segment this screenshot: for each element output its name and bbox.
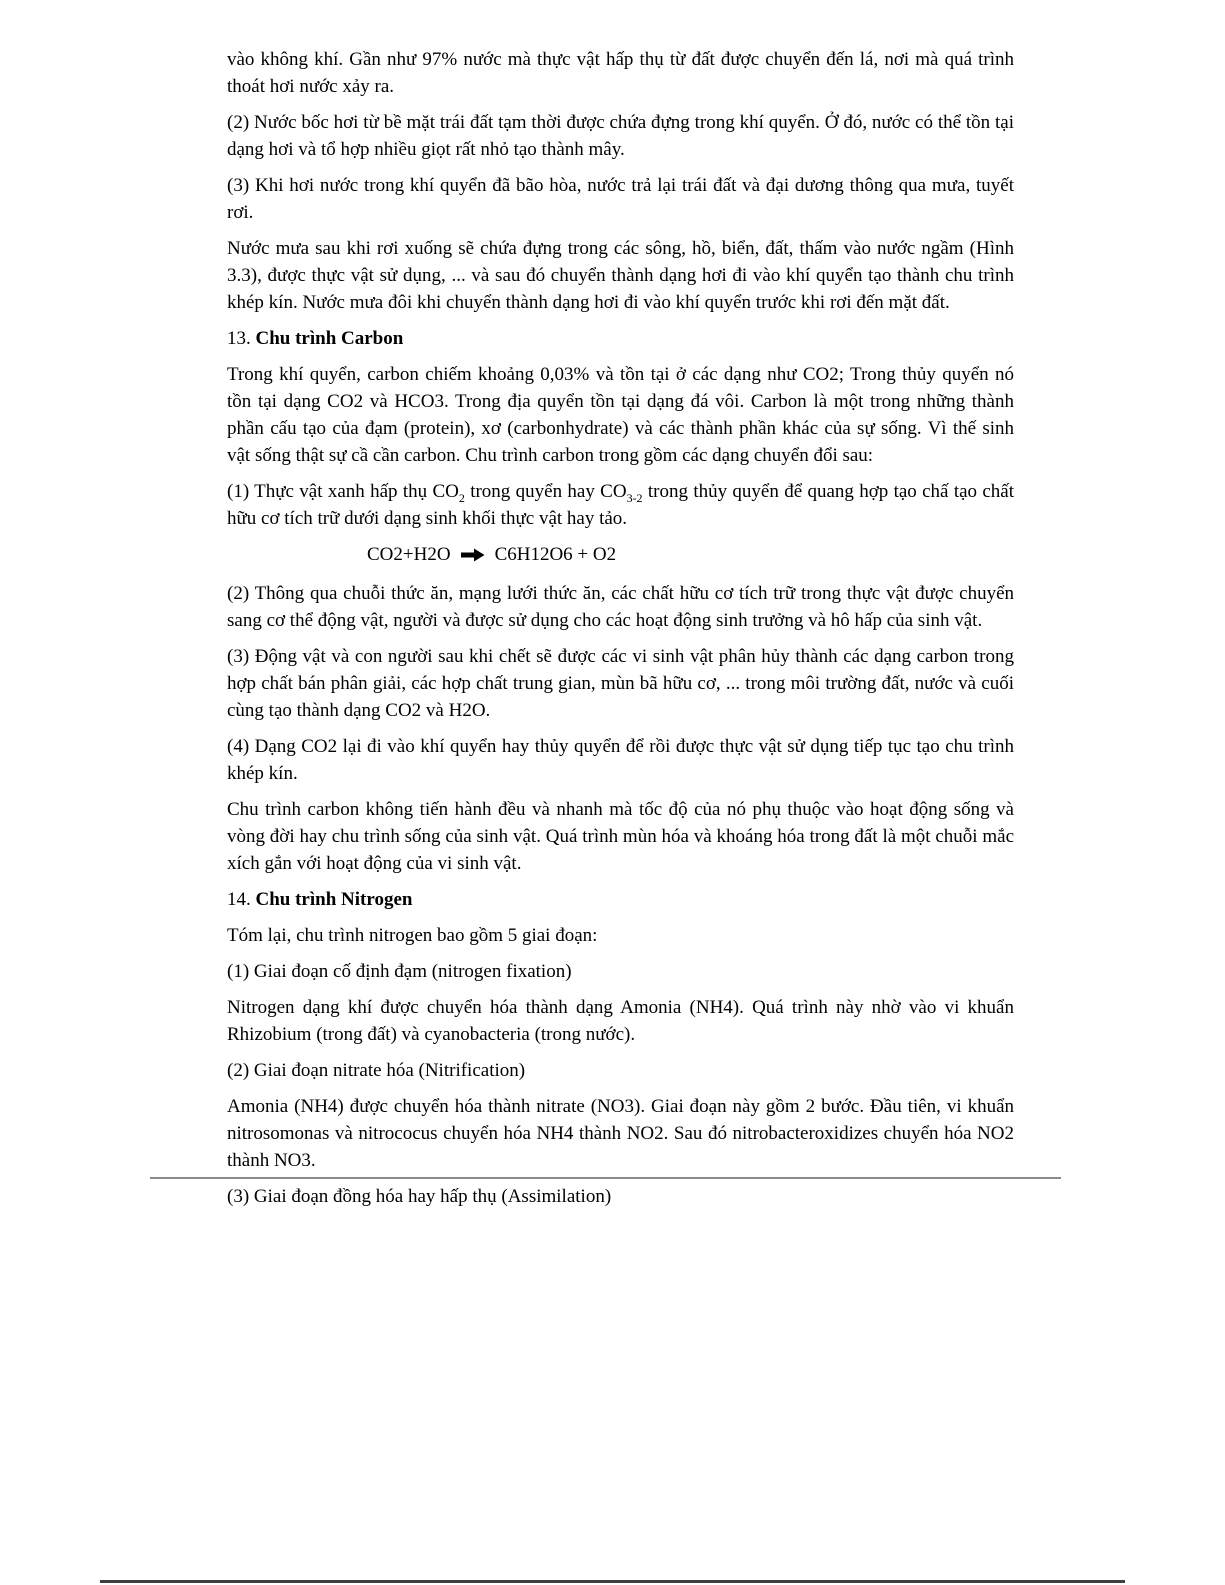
section-title: Chu trình Nitrogen	[255, 889, 413, 910]
paragraph-carbon-intro: Trong khí quyển, carbon chiếm khoảng 0,03% và tồn tại ở các dạng như CO2; Trong thủy quyển nó tồn tại dạng CO2 và HCO3. Trong địa quyển tồn tại dạng đá vôi. Carbon là một trong những thành phần cấu tạo của đạm (protein), xơ (carbonhydrate) và các thành phần khác của sự sống. Vì thế sinh vật sống thật sự cầ cần carbon. Chu trình carbon trong gồm các dạng chuyển đổi sau:	[227, 364, 1014, 466]
equation-right: C6H12O6 + O2	[494, 544, 617, 565]
subscript: 3-2	[626, 490, 643, 505]
paragraph-nitrogen-stage2-title: (2) Giai đoạn nitrate hóa (Nitrification)	[227, 1060, 526, 1081]
subscript: 2	[458, 490, 465, 505]
right-arrow-icon	[461, 548, 485, 562]
section-number: 13.	[227, 328, 251, 349]
run-text: (1) Thực vật xanh hấp thụ CO	[227, 481, 459, 502]
footnote-divider	[150, 1177, 1061, 1179]
paragraph-water-cycle-closed: Nước mưa sau khi rơi xuống sẽ chứa đựng trong các sông, hồ, biển, đất, thấm vào nước ngầm (Hình 3.3), được thực vật sử dụng, ... và sau đó chuyển thành dạng hơi đi vào khí quyển tạo thành chu trình khép kín. Nước mưa đôi khi chuyển thành dạng hơi đi vào khí quyển trước khi rơi đến mặt đất.	[227, 238, 1014, 313]
equation-left: CO2+H2O	[367, 544, 451, 565]
paragraph-carbon-photosynthesis	[227, 478, 1014, 532]
section-title: Chu trình Carbon	[255, 328, 404, 349]
paragraph-carbon-food-chain: (2) Thông qua chuỗi thức ăn, mạng lưới thức ăn, các chất hữu cơ tích trữ trong thực vật được chuyển sang cơ thể động vật, người và được sử dụng cho các hoạt động sinh trưởng và hô hấp của sinh vật.	[227, 583, 1014, 631]
run-text: trong quyển hay CO	[464, 481, 627, 502]
page-bottom-border	[100, 1580, 1125, 1583]
paragraph-carbon-decomposition: (3) Động vật và con người sau khi chết sẽ được các vi sinh vật phân hủy thành các dạng carbon trong hợp chất bán phân giải, các hợp chất trung gian, mùn bã hữu cơ, ... trong môi trường đất, nước và cuối cùng tạo thành dạng CO2 và H2O.	[227, 646, 1014, 721]
paragraph-nitrogen-stage1-title: (1) Giai đoạn cố định đạm (nitrogen fixation)	[227, 961, 572, 982]
paragraph-nitrogen-summary: Tóm lại, chu trình nitrogen bao gồm 5 giai đoạn:	[227, 925, 598, 946]
section-number: 14.	[227, 889, 251, 910]
document-body	[227, 46, 1014, 1219]
section-heading-carbon	[227, 325, 1014, 352]
paragraph-water-precipitation: (3) Khi hơi nước trong khí quyển đã bão hòa, nước trả lại trái đất và đại dương thông qua mưa, tuyết rơi.	[227, 175, 1014, 223]
paragraph-nitrification: Amonia (NH4) được chuyển hóa thành nitrate (NO3). Giai đoạn này gồm 2 bước. Đầu tiên, vi khuẩn nitrosomonas và nitrococus chuyển hóa NH4 thành NO2. Sau đó nitrobacteroxidizes chuyển hóa NO2 thành NO3.	[227, 1096, 1014, 1171]
paragraph-carbon-return: (4) Dạng CO2 lại đi vào khí quyển hay thủy quyển để rồi được thực vật sử dụng tiếp tục tạo chu trình khép kín.	[227, 736, 1014, 784]
section-heading-nitrogen	[227, 886, 1014, 913]
run-text: trong thủy quyển để quang hợp tạo chấ tạo chất hữu cơ tích trữ dưới dạng sinh khối thực vật hay tảo.	[227, 481, 1015, 529]
paragraph-water-transpiration: vào không khí. Gần như 97% nước mà thực vật hấp thụ từ đất được chuyển đến lá, nơi mà quá trình thoát hơi nước xảy ra.	[227, 49, 1014, 97]
paragraph-nitrogen-stage3-title: (3) Giai đoạn đồng hóa hay hấp thụ (Assimilation)	[227, 1186, 612, 1207]
paragraph-water-evaporation: (2) Nước bốc hơi từ bề mặt trái đất tạm thời được chứa đựng trong khí quyển. Ở đó, nước có thể tồn tại dạng hơi và tổ hợp nhiều giọt rất nhỏ tạo thành mây.	[227, 112, 1014, 160]
paragraph-carbon-rate: Chu trình carbon không tiến hành đều và nhanh mà tốc độ của nó phụ thuộc vào hoạt động sống và vòng đời hay chu trình sống của sinh vật. Quá trình mùn hóa và khoáng hóa trong đất là một chuỗi mắc xích gắn với hoạt động của vi sinh vật.	[227, 799, 1014, 874]
equation-line	[367, 541, 1014, 568]
paragraph-nitrogen-fixation: Nitrogen dạng khí được chuyển hóa thành dạng Amonia (NH4). Quá trình này nhờ vào vi khuẩn Rhizobium (trong đất) và cyanobacteria (trong nước).	[227, 997, 1014, 1045]
